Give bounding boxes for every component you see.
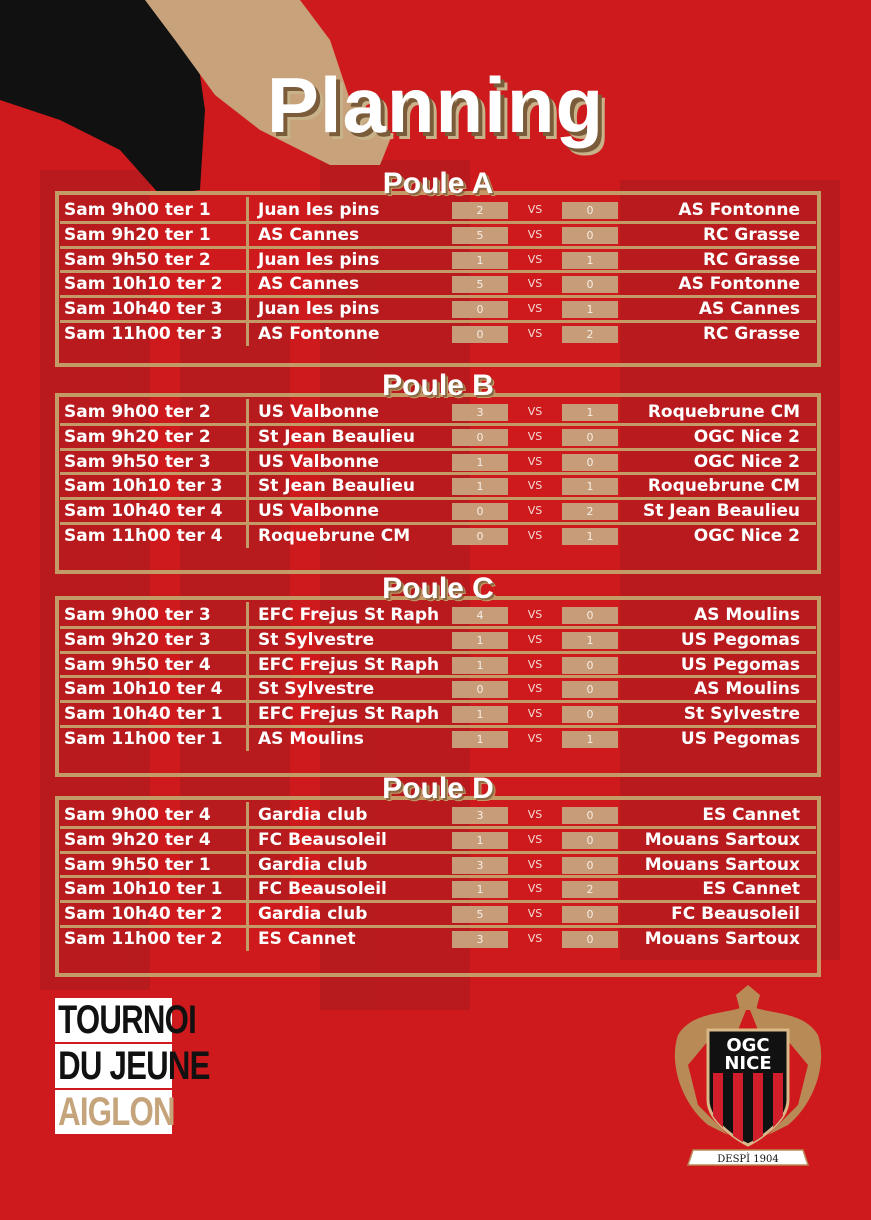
match-time: Sam 9h00 ter 3 — [64, 605, 211, 625]
vs-label: VS — [527, 808, 543, 821]
away-team: Mouans Sartoux — [644, 854, 800, 875]
page-title: Planning — [266, 61, 605, 149]
vs-label: VS — [527, 657, 543, 671]
match-time: Sam 9h50 ter 1 — [64, 854, 211, 875]
vs-label: VS — [527, 252, 543, 266]
away-team: FC Beausoleil — [671, 904, 800, 925]
column-divider — [246, 473, 249, 498]
match-time: Sam 9h00 ter 2 — [64, 402, 211, 422]
match-row — [60, 604, 816, 629]
match-list — [60, 604, 816, 753]
home-team: Gardia club — [258, 904, 368, 925]
column-divider — [246, 321, 249, 346]
match-row — [60, 854, 816, 879]
crest-text-nice: NICE — [724, 1053, 772, 1074]
away-team: RC Grasse — [702, 224, 800, 245]
vs-label: VS — [527, 405, 543, 418]
match-time: Sam 9h20 ter 4 — [64, 829, 211, 850]
match-list — [60, 804, 816, 953]
away-team: AS Fontonne — [678, 274, 800, 295]
home-team: St Sylvestre — [258, 679, 375, 700]
away-team: OGC Nice 2 — [693, 525, 800, 546]
away-team: ES Cannet — [702, 879, 800, 900]
away-team: Roquebrune CM — [647, 476, 800, 497]
match-row — [60, 298, 816, 323]
away-team: RC Grasse — [702, 323, 800, 344]
vs-label: VS — [527, 227, 543, 241]
match-row — [60, 426, 816, 451]
vs-label: VS — [527, 931, 543, 945]
home-team: Juan les pins — [258, 299, 380, 320]
home-score: 1 — [452, 832, 508, 849]
home-team: EFC Frejus St Raph — [258, 605, 440, 625]
away-score: 1 — [562, 301, 618, 318]
match-row — [60, 475, 816, 500]
match-time: Sam 9h50 ter 4 — [64, 654, 211, 675]
vs-label: VS — [527, 832, 543, 846]
match-time: Sam 9h20 ter 2 — [64, 426, 211, 447]
vs-label: VS — [527, 608, 543, 621]
away-team: Mouans Sartoux — [644, 829, 800, 850]
column-divider — [246, 222, 249, 247]
home-team: US Valbonne — [258, 451, 380, 472]
away-score: 0 — [562, 429, 618, 446]
match-row — [60, 629, 816, 654]
poule-section — [55, 167, 821, 367]
home-score: 1 — [452, 657, 508, 674]
column-divider — [246, 627, 249, 652]
away-team: US Pegomas — [680, 654, 800, 675]
match-time: Sam 10h40 ter 3 — [64, 299, 223, 320]
match-list — [60, 401, 816, 550]
away-team: St Sylvestre — [683, 704, 800, 725]
column-divider — [246, 726, 249, 751]
home-team: St Sylvestre — [258, 629, 375, 650]
home-score: 1 — [452, 478, 508, 495]
away-team: OGC Nice 2 — [693, 451, 800, 472]
away-score: 0 — [562, 227, 618, 244]
column-divider — [246, 271, 249, 296]
match-time: Sam 10h40 ter 4 — [64, 501, 223, 522]
match-time: Sam 11h00 ter 1 — [64, 728, 223, 749]
column-divider — [246, 296, 249, 321]
vs-label: VS — [527, 682, 543, 696]
match-row — [60, 323, 816, 348]
away-score: 0 — [562, 681, 618, 698]
ogc-nice-crest-icon — [668, 985, 828, 1175]
home-team: US Valbonne — [258, 501, 380, 522]
away-team: US Pegomas — [680, 629, 800, 650]
match-row — [60, 903, 816, 928]
away-score: 0 — [562, 657, 618, 674]
vs-label: VS — [527, 454, 543, 468]
match-time: Sam 10h10 ter 2 — [64, 274, 223, 295]
home-score: 1 — [452, 632, 508, 649]
match-time: Sam 11h00 ter 4 — [64, 525, 223, 546]
match-time: Sam 9h20 ter 3 — [64, 629, 211, 650]
home-score: 2 — [452, 202, 508, 219]
vs-label: VS — [527, 479, 543, 493]
match-time: Sam 11h00 ter 2 — [64, 928, 223, 949]
home-team: St Jean Beaulieu — [258, 426, 415, 447]
column-divider — [246, 701, 249, 726]
crest-text-ogc: OGC — [726, 1035, 770, 1056]
tournament-logo-line-2: DU JEUNE — [55, 1044, 172, 1088]
home-team: AS Moulins — [258, 728, 364, 749]
vs-label: VS — [527, 504, 543, 518]
poule-title: Poule B — [382, 369, 494, 402]
column-divider — [246, 926, 249, 951]
match-row — [60, 728, 816, 753]
vs-label: VS — [527, 528, 543, 542]
column-divider — [246, 852, 249, 877]
away-team: AS Fontonne — [678, 200, 800, 220]
match-row — [60, 703, 816, 728]
home-team: FC Beausoleil — [258, 829, 387, 850]
away-score: 0 — [562, 931, 618, 948]
home-score: 4 — [452, 607, 508, 624]
away-team: OGC Nice 2 — [693, 426, 800, 447]
column-divider — [246, 247, 249, 272]
away-team: AS Moulins — [694, 605, 800, 625]
home-score: 1 — [452, 252, 508, 269]
column-divider — [246, 449, 249, 474]
home-score: 3 — [452, 807, 508, 824]
match-row — [60, 500, 816, 525]
home-team: Roquebrune CM — [258, 525, 411, 546]
match-row — [60, 451, 816, 476]
home-team: AS Cannes — [258, 224, 360, 245]
away-score: 1 — [562, 404, 618, 421]
home-score: 3 — [452, 404, 508, 421]
poule-title: Poule D — [382, 772, 494, 805]
home-team: St Jean Beaulieu — [258, 476, 415, 497]
home-team: ES Cannet — [258, 928, 356, 949]
home-score: 0 — [452, 326, 508, 343]
match-row — [60, 928, 816, 953]
column-divider — [246, 827, 249, 852]
home-team: EFC Frejus St Raph — [258, 654, 440, 675]
column-divider — [246, 876, 249, 901]
match-row — [60, 401, 816, 426]
match-row — [60, 678, 816, 703]
poule-section — [55, 772, 821, 977]
away-team: St Jean Beaulieu — [643, 501, 800, 522]
match-row — [60, 224, 816, 249]
away-score: 1 — [562, 252, 618, 269]
home-score: 1 — [452, 706, 508, 723]
match-row — [60, 878, 816, 903]
match-time: Sam 10h10 ter 1 — [64, 879, 223, 900]
away-team: AS Cannes — [698, 299, 800, 320]
home-score: 0 — [452, 528, 508, 545]
vs-label: VS — [527, 882, 543, 896]
match-row — [60, 199, 816, 224]
home-score: 0 — [452, 681, 508, 698]
match-time: Sam 10h40 ter 1 — [64, 704, 223, 725]
home-score: 5 — [452, 227, 508, 244]
poule-title: Poule C — [382, 572, 494, 605]
away-team: Mouans Sartoux — [644, 928, 800, 949]
home-score: 1 — [452, 454, 508, 471]
home-score: 0 — [452, 503, 508, 520]
poule-section — [55, 572, 821, 777]
away-score: 0 — [562, 276, 618, 293]
tournament-logo — [55, 998, 210, 1136]
away-score: 0 — [562, 906, 618, 923]
away-score: 0 — [562, 857, 618, 874]
vs-label: VS — [527, 277, 543, 291]
match-row — [60, 249, 816, 274]
match-time: Sam 9h20 ter 1 — [64, 224, 211, 245]
vs-label: VS — [527, 203, 543, 216]
home-score: 1 — [452, 731, 508, 748]
column-divider — [246, 498, 249, 523]
away-score: 2 — [562, 326, 618, 343]
vs-label: VS — [527, 302, 543, 316]
home-team: US Valbonne — [258, 402, 380, 422]
column-divider — [246, 652, 249, 677]
match-time: Sam 10h10 ter 3 — [64, 476, 223, 497]
match-row — [60, 273, 816, 298]
column-divider — [246, 424, 249, 449]
away-score: 0 — [562, 706, 618, 723]
vs-label: VS — [527, 857, 543, 871]
home-score: 5 — [452, 276, 508, 293]
away-team: ES Cannet — [702, 805, 800, 825]
column-divider — [246, 901, 249, 926]
away-team: AS Moulins — [694, 679, 800, 700]
home-team: Juan les pins — [258, 200, 380, 220]
home-team: Gardia club — [258, 805, 368, 825]
away-score: 0 — [562, 202, 618, 219]
match-time: Sam 9h50 ter 3 — [64, 451, 211, 472]
crest-motto: DESPÌ 1904 — [717, 1154, 779, 1165]
away-team: US Pegomas — [680, 728, 800, 749]
home-score: 3 — [452, 857, 508, 874]
home-team: AS Cannes — [258, 274, 360, 295]
away-score: 1 — [562, 478, 618, 495]
match-time: Sam 9h50 ter 2 — [64, 249, 211, 270]
match-row — [60, 804, 816, 829]
home-score: 3 — [452, 931, 508, 948]
vs-label: VS — [527, 429, 543, 443]
away-score: 0 — [562, 454, 618, 471]
home-team: FC Beausoleil — [258, 879, 387, 900]
column-divider — [246, 676, 249, 701]
vs-label: VS — [527, 907, 543, 921]
match-time: Sam 10h10 ter 4 — [64, 679, 223, 700]
match-time: Sam 9h00 ter 4 — [64, 805, 211, 825]
away-score: 1 — [562, 731, 618, 748]
home-score: 0 — [452, 429, 508, 446]
away-team: Roquebrune CM — [647, 402, 800, 422]
vs-label: VS — [527, 731, 543, 745]
away-score: 2 — [562, 503, 618, 520]
match-row — [60, 654, 816, 679]
home-score: 1 — [452, 881, 508, 898]
away-score: 0 — [562, 807, 618, 824]
home-team: EFC Frejus St Raph — [258, 704, 440, 725]
match-time: Sam 9h00 ter 1 — [64, 200, 211, 220]
home-team: AS Fontonne — [258, 323, 380, 344]
away-score: 2 — [562, 881, 618, 898]
vs-label: VS — [527, 326, 543, 340]
match-row — [60, 829, 816, 854]
home-team: Juan les pins — [258, 249, 380, 270]
tournament-logo-line-1: TOURNOI — [55, 998, 172, 1042]
poule-section — [55, 369, 821, 574]
home-score: 0 — [452, 301, 508, 318]
match-time: Sam 10h40 ter 2 — [64, 904, 223, 925]
match-list — [60, 199, 816, 348]
home-score: 5 — [452, 906, 508, 923]
away-team: RC Grasse — [702, 249, 800, 270]
away-score: 1 — [562, 528, 618, 545]
away-score: 1 — [562, 632, 618, 649]
match-time: Sam 11h00 ter 3 — [64, 323, 223, 344]
vs-label: VS — [527, 707, 543, 721]
home-team: Gardia club — [258, 854, 368, 875]
vs-label: VS — [527, 632, 543, 646]
away-score: 0 — [562, 832, 618, 849]
tournament-logo-line-3: AIGLON — [55, 1090, 172, 1134]
away-score: 0 — [562, 607, 618, 624]
match-row — [60, 525, 816, 550]
poule-title: Poule A — [382, 167, 494, 200]
column-divider — [246, 523, 249, 548]
